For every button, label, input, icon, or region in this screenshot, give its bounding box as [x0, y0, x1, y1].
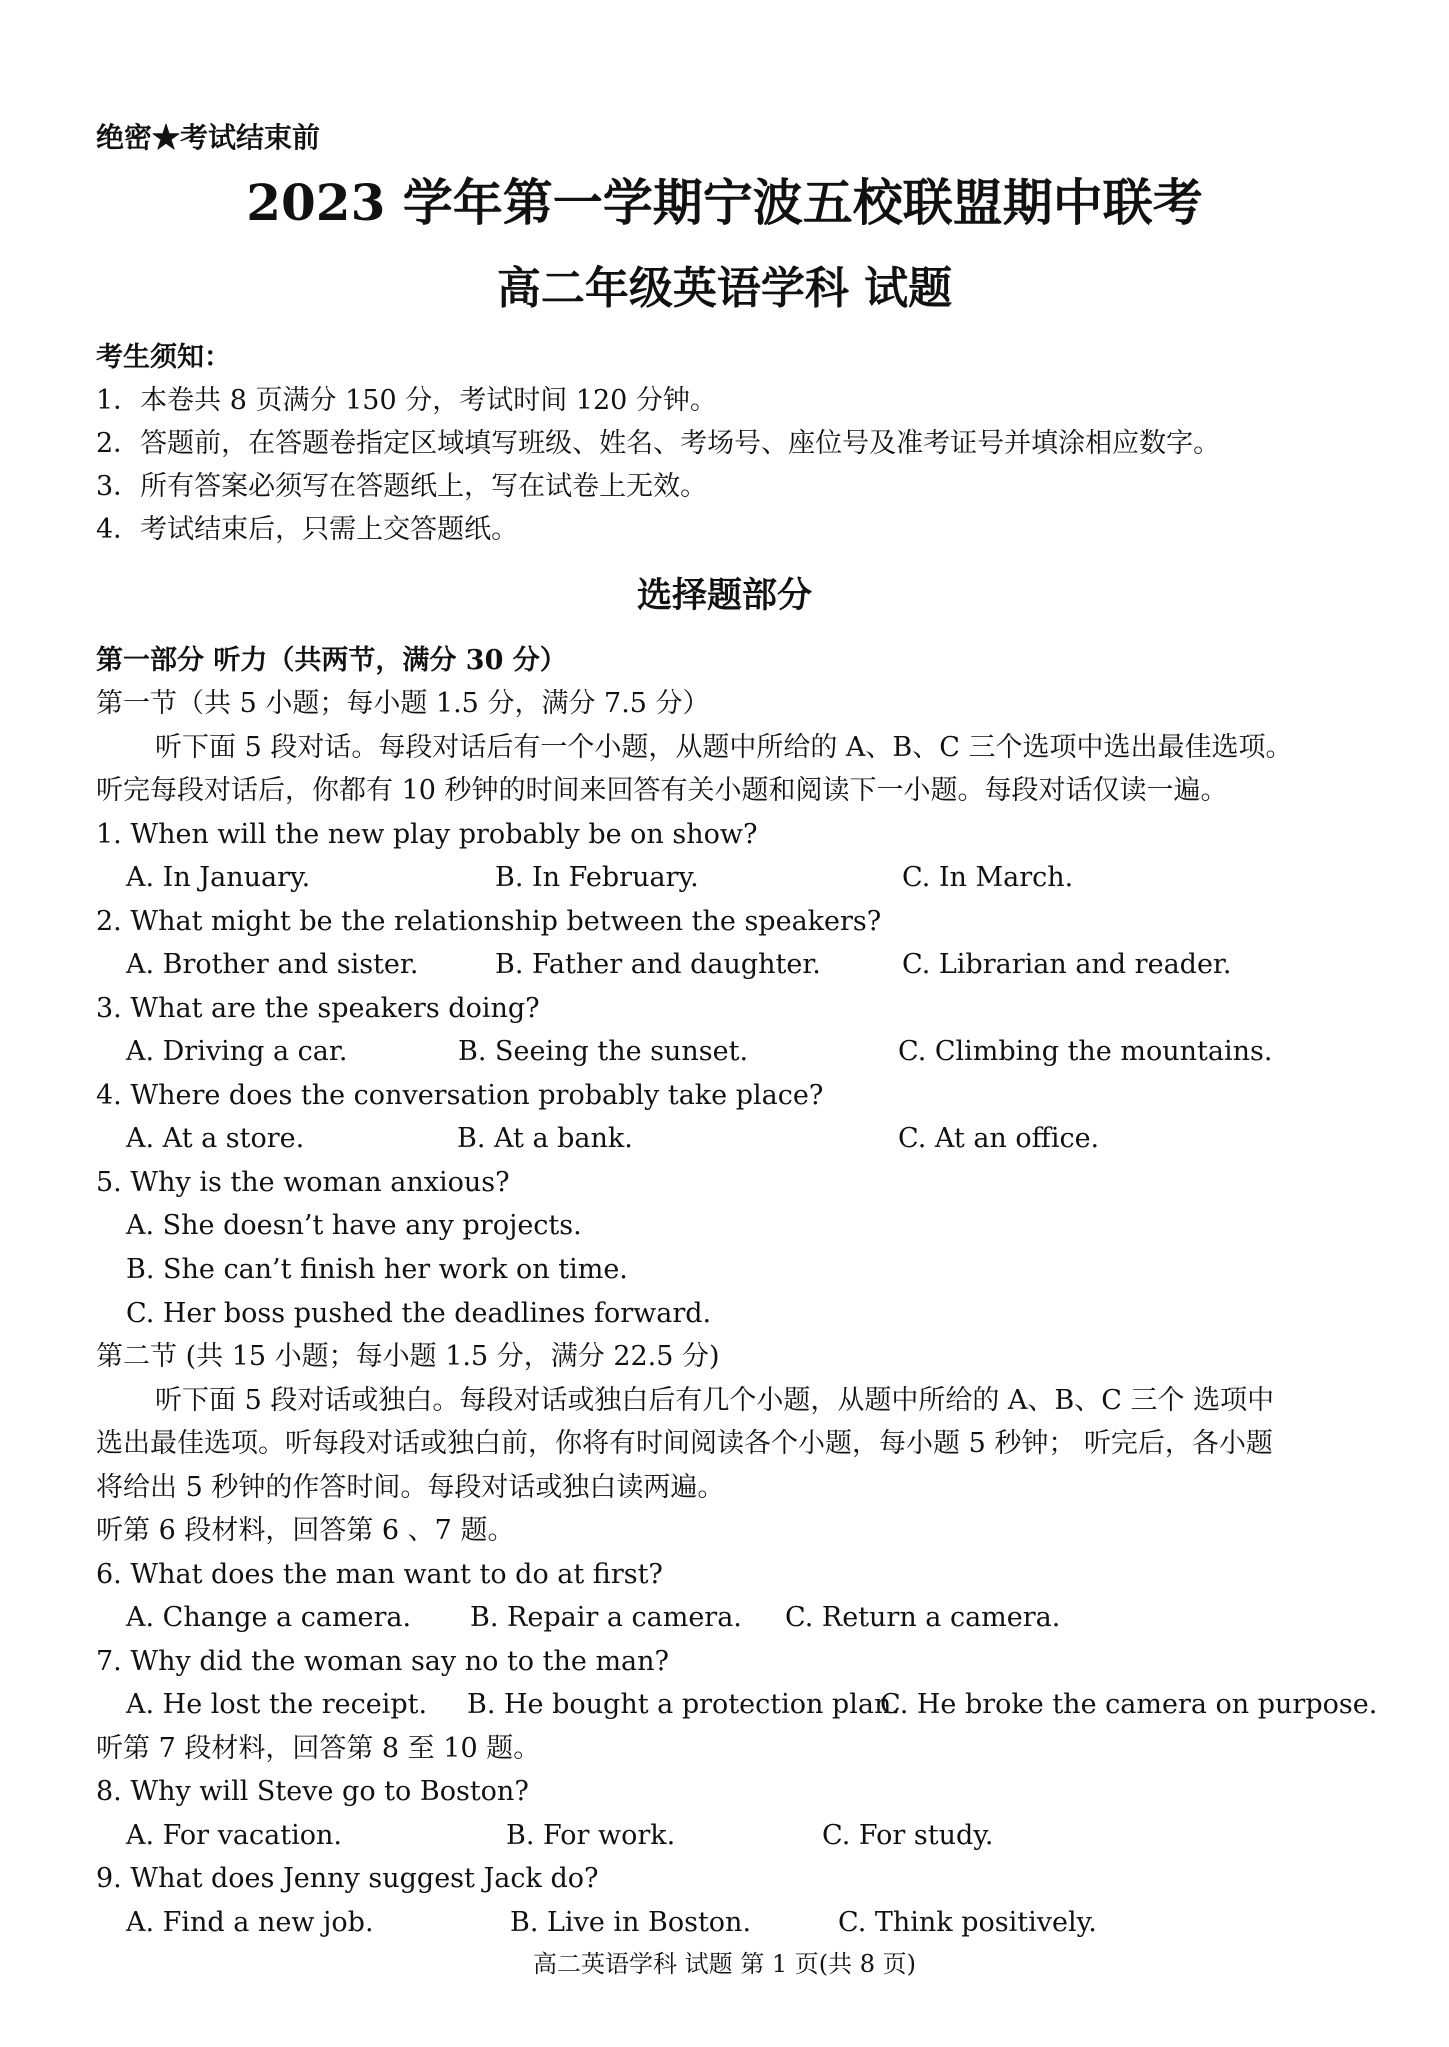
- material-7-label: 听第 7 段材料，回答第 8 至 10 题。: [96, 1733, 541, 1764]
- option-b: B. In February.: [495, 862, 699, 893]
- option-a: A. Change a camera.: [126, 1602, 412, 1633]
- confidential-label: 绝密★考试结束前: [96, 121, 321, 154]
- sec2-heading: 第二节 (共 15 小题；每小题 1.5 分，满分 22.5 分): [96, 1341, 720, 1372]
- option-c: C. Her boss pushed the deadlines forward.: [126, 1298, 712, 1329]
- option-b: B. Live in Boston.: [510, 1907, 752, 1938]
- option-c: C. At an office.: [898, 1123, 1100, 1154]
- question-7: 7. Why did the woman say no to the man?: [96, 1646, 670, 1677]
- option-c: C. Climbing the mountains.: [898, 1036, 1273, 1067]
- sec1-heading: 第一节（共 5 小题；每小题 1.5 分，满分 7.5 分）: [96, 688, 710, 719]
- option-b: B. For work.: [506, 1820, 676, 1851]
- sec2-instruction: 选出最佳选项。听每段对话或独白前，你将有时间阅读各个小题，每小题 5 秒钟； 听完后，各小题: [96, 1428, 1273, 1459]
- option-c: C. Think positively.: [838, 1907, 1097, 1938]
- option-c: C. He broke the camera on purpose.: [880, 1689, 1378, 1720]
- notice-item: 2．答题前，在答题卷指定区域填写班级、姓名、考场号、座位号及准考证号并填涂相应数字。: [96, 428, 1221, 459]
- question-4: 4. Where does the conversation probably take place?: [96, 1080, 824, 1111]
- question-5: 5. Why is the woman anxious?: [96, 1167, 510, 1198]
- option-b: B. Father and daughter.: [495, 949, 821, 980]
- option-a: A. Driving a car.: [126, 1036, 348, 1067]
- option-b: B. He bought a protection plan.: [467, 1689, 900, 1720]
- option-b: B. At a bank.: [457, 1123, 633, 1154]
- page-footer: 高二英语学科 试题 第 1 页(共 8 页): [532, 1950, 917, 1978]
- question-9: 9. What does Jenny suggest Jack do?: [96, 1863, 599, 1894]
- exam-subtitle: 高二年级英语学科 试题: [496, 263, 953, 314]
- option-a: A. For vacation.: [126, 1820, 342, 1851]
- part1-heading: 第一部分 听力（共两节，满分 30 分）: [96, 645, 567, 676]
- sec1-instruction: 听下面 5 段对话。每段对话后有一个小题，从题中所给的 A、B、C 三个选项中选出最佳选项。: [155, 732, 1293, 763]
- question-6: 6. What does the man want to do at first?: [96, 1559, 663, 1590]
- question-2: 2. What might be the relationship between the speakers?: [96, 906, 882, 937]
- option-a: A. Brother and sister.: [126, 949, 419, 980]
- exam-title: 2023 学年第一学期宁波五校联盟期中联考: [246, 173, 1203, 232]
- option-a: A. She doesn’t have any projects.: [126, 1210, 582, 1241]
- question-3: 3. What are the speakers doing?: [96, 993, 540, 1024]
- option-a: A. At a store.: [126, 1123, 305, 1154]
- option-b: B. She can’t finish her work on time.: [126, 1254, 628, 1285]
- sec2-instruction: 听下面 5 段对话或独白。每段对话或独白后有几个小题，从题中所给的 A、B、C 三个 选项中: [155, 1385, 1275, 1416]
- option-a: A. He lost the receipt.: [126, 1689, 428, 1720]
- sec1-instruction: 听完每段对话后，你都有 10 秒钟的时间来回答有关小题和阅读下一小题。每段对话仅读一遍。: [96, 775, 1228, 806]
- notice-item: 4．考试结束后，只需上交答题纸。: [96, 514, 519, 545]
- question-1: 1. When will the new play probably be on show?: [96, 819, 758, 850]
- section-title: 选择题部分: [636, 575, 812, 616]
- notice-item: 1．本卷共 8 页满分 150 分，考试时间 120 分钟。: [96, 385, 717, 416]
- option-b: B. Repair a camera.: [470, 1602, 742, 1633]
- option-b: B. Seeing the sunset.: [458, 1036, 749, 1067]
- option-c: C. Return a camera.: [785, 1602, 1061, 1633]
- notice-heading: 考生须知：: [96, 342, 231, 373]
- notice-item: 3．所有答案必须写在答题纸上，写在试卷上无效。: [96, 471, 708, 502]
- option-c: C. In March.: [902, 862, 1074, 893]
- material-6-label: 听第 6 段材料，回答第 6 、7 题。: [96, 1515, 515, 1546]
- question-8: 8. Why will Steve go to Boston?: [96, 1776, 529, 1807]
- sec2-instruction: 将给出 5 秒钟的作答时间。每段对话或独白读两遍。: [96, 1472, 725, 1503]
- option-a: A. Find a new job.: [126, 1907, 374, 1938]
- option-a: A. In January.: [126, 862, 311, 893]
- option-c: C. For study.: [822, 1820, 994, 1851]
- option-c: C. Librarian and reader.: [902, 949, 1232, 980]
